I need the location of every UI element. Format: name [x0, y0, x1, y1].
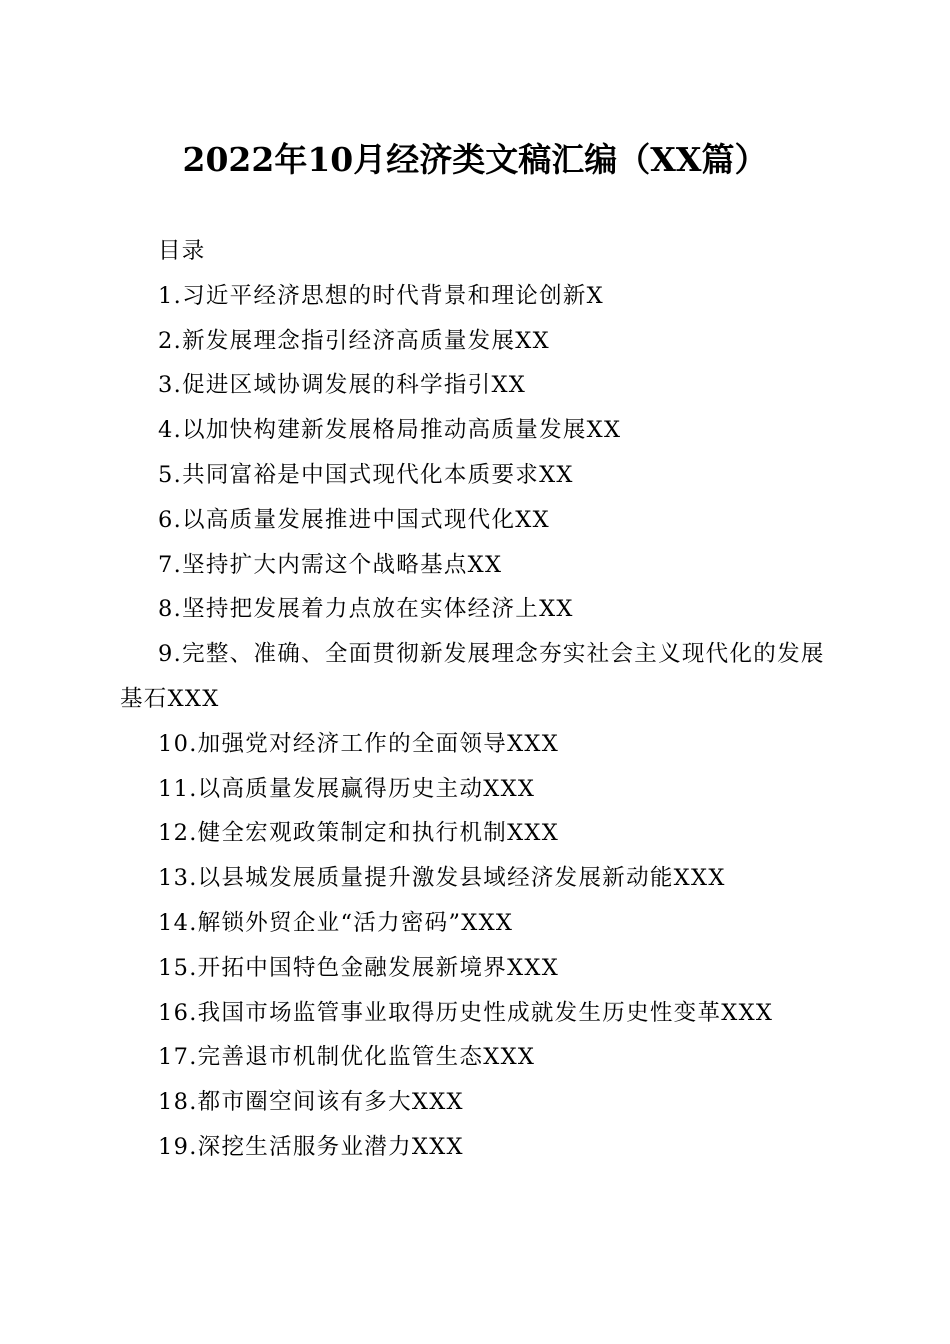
- toc-item-15: 15.开拓中国特色金融发展新境界XXX: [158, 954, 560, 981]
- toc-item-1: 1.习近平经济思想的时代背景和理论创新X: [158, 282, 604, 309]
- toc-item-7: 7.坚持扩大内需这个战略基点XX: [158, 551, 503, 578]
- toc-item-6: 6.以高质量发展推进中国式现代化XX: [158, 506, 550, 533]
- toc-item-18: 18.都市圈空间该有多大XXX: [158, 1089, 464, 1116]
- toc-heading: 目录: [158, 238, 206, 264]
- toc-item-13: 13.以县城发展质量提升激发县域经济发展新动能XXX: [158, 865, 726, 892]
- toc-item-3: 3.促进区域协调发展的科学指引XX: [158, 372, 527, 399]
- toc-item-17: 17.完善退市机制优化监管生态XXX: [158, 1044, 536, 1071]
- toc-item-5: 5.共同富裕是中国式现代化本质要求XX: [158, 461, 574, 488]
- document-title: 2022年10月经济类文稿汇编（XX篇）: [182, 140, 768, 179]
- table-of-contents: [120, 229, 830, 1170]
- toc-item-16: 16.我国市场监管事业取得历史性成就发生历史性变革XXX: [158, 999, 774, 1026]
- toc-item-12: 12.健全宏观政策制定和执行机制XXX: [158, 820, 560, 847]
- toc-item-10: 10.加强党对经济工作的全面领导XXX: [158, 730, 560, 757]
- toc-item-4: 4.以加快构建新发展格局推动高质量发展XX: [158, 417, 622, 444]
- toc-item-11: 11.以高质量发展赢得历史主动XXX: [158, 775, 536, 802]
- toc-item-8: 8.坚持把发展着力点放在实体经济上XX: [158, 596, 574, 623]
- toc-item-14: 14.解锁外贸企业“活力密码”XXX: [158, 909, 514, 936]
- toc-item-19: 19.深挖生活服务业潜力XXX: [158, 1133, 464, 1160]
- toc-item-2: 2.新发展理念指引经济高质量发展XX: [158, 327, 550, 354]
- toc-item-9: 9.完整、准确、全面贯彻新发展理念夯实社会主义现代化的发展基石XXX: [120, 641, 825, 712]
